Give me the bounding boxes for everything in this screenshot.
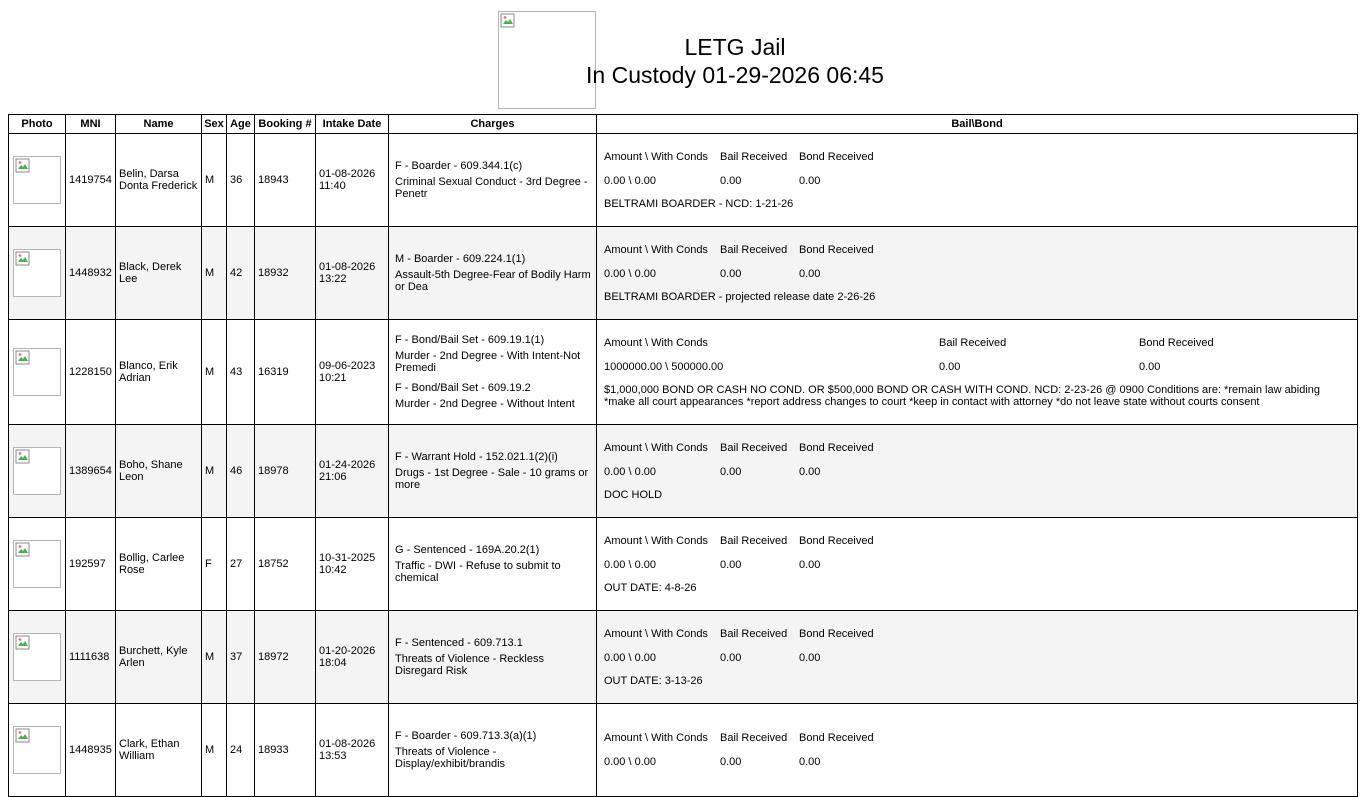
bail-received-value: 0.00: [720, 268, 742, 280]
mni-cell: 1448935: [66, 704, 116, 797]
age-cell: 42: [227, 227, 255, 320]
inmate-row: [9, 425, 1358, 518]
sex-cell: M: [202, 425, 227, 518]
photo-cell: [9, 320, 66, 425]
intake-date-cell: 01-08-2026 11:40: [316, 134, 389, 227]
charge-heading: F - Warrant Hold - 152.021.1(2)(i): [395, 451, 558, 463]
booking-cell: 18978: [255, 425, 316, 518]
bond-received-label: Bond Received: [799, 732, 874, 744]
inmate-row: [9, 134, 1358, 227]
bail-note: BELTRAMI BOARDER - projected release date 2-26-26: [604, 291, 876, 303]
amount-value: 0.00 \ 0.00: [604, 175, 656, 187]
photo-cell: [9, 611, 66, 704]
bail-bond-cell: [597, 425, 1358, 518]
intake-date-cell: 09-06-2023 10:21: [316, 320, 389, 425]
charge-heading: F - Boarder - 609.713.3(a)(1): [395, 730, 537, 742]
table-header-row: [9, 115, 1358, 134]
broken-image-icon: [15, 449, 31, 465]
charges-cell: [389, 134, 597, 227]
bond-received-label: Bond Received: [799, 628, 874, 640]
charge-description: Drugs - 1st Degree - Sale - 10 grams or more: [395, 467, 589, 491]
bail-grid: [604, 534, 1354, 572]
photo-cell: [9, 425, 66, 518]
inmate-photo[interactable]: [13, 633, 61, 681]
charge-heading: F - Bond/Bail Set - 609.19.2: [395, 382, 531, 394]
photo-cell: [9, 227, 66, 320]
bail-grid: [604, 150, 1354, 188]
bail-grid: [604, 441, 1354, 479]
charge-description: Assault-5th Degree-Fear of Bodily Harm or Dea: [395, 269, 591, 293]
charge-heading: M - Boarder - 609.224.1(1): [395, 253, 526, 265]
broken-image-icon: [15, 251, 31, 267]
intake-date-cell: 01-08-2026 13:22: [316, 227, 389, 320]
col-header-sex: Sex: [202, 115, 227, 134]
age-cell: 36: [227, 134, 255, 227]
charges-cell: [389, 227, 597, 320]
sex-cell: M: [202, 704, 227, 797]
inmate-photo[interactable]: [13, 540, 61, 588]
inmate-photo[interactable]: [13, 249, 61, 297]
booking-cell: 18972: [255, 611, 316, 704]
bond-received-value: 0.00: [799, 268, 821, 280]
charge-description: Murder - 2nd Degree - Without Intent: [395, 398, 575, 410]
charge-description: Threats of Violence - Display/exhibit/brandis: [395, 746, 506, 770]
age-cell: 37: [227, 611, 255, 704]
booking-cell: 18943: [255, 134, 316, 227]
charges-cell: [389, 611, 597, 704]
mni-cell: 1228150: [66, 320, 116, 425]
col-header-charges: Charges: [389, 115, 597, 134]
broken-image-icon: [15, 728, 31, 744]
amount-label: Amount \ With Conds: [604, 628, 708, 640]
amount-label: Amount \ With Conds: [604, 442, 708, 454]
bail-received-label: Bail Received: [939, 337, 1007, 349]
report-subtitle: In Custody 01-29-2026 06:45: [586, 62, 884, 88]
name-cell: Burchett, Kyle Arlen: [116, 611, 202, 704]
charge-heading: F - Sentenced - 609.713.1: [395, 637, 523, 649]
inmate-photo[interactable]: [13, 447, 61, 495]
inmate-roster-table: [8, 114, 1358, 797]
charge-heading: F - Boarder - 609.344.1(c): [395, 160, 523, 172]
bail-received-label: Bail Received: [720, 442, 788, 454]
charge-description: Threats of Violence - Reckless Disregard Risk: [395, 653, 544, 677]
bail-received-value: 0.00: [720, 652, 742, 664]
col-header-name: Name: [116, 115, 202, 134]
bail-grid: [604, 627, 1354, 665]
bail-note: $1,000,000 BOND OR CASH NO COND. OR $500,000 BOND OR CASH WITH COND. NCD: 2-23-26 @ 0900 Conditions are: *remain law abiding *make all court appearances *report address changes to court *keep in contact with attorney *do not leave state without courts consent: [604, 384, 1321, 408]
bail-received-value: 0.00: [939, 361, 961, 373]
charge-description: Criminal Sexual Conduct - 3rd Degree - Penetr: [395, 176, 588, 200]
photo-cell: [9, 134, 66, 227]
intake-date-cell: 10-31-2025 10:42: [316, 518, 389, 611]
bail-bond-cell: [597, 704, 1358, 797]
col-header-booking: Booking #: [255, 115, 316, 134]
bail-grid: [604, 731, 1354, 769]
amount-label: Amount \ With Conds: [604, 244, 708, 256]
report-title: LETG Jail: [684, 34, 786, 60]
intake-date-cell: 01-24-2026 21:06: [316, 425, 389, 518]
bail-note: OUT DATE: 3-13-26: [604, 675, 703, 687]
charge-heading: G - Sentenced - 169A.20.2(1): [395, 544, 540, 556]
bail-bond-cell: [597, 320, 1358, 425]
col-header-bail-bond: Bail\Bond: [597, 115, 1358, 134]
roster-body: [9, 134, 1358, 797]
col-header-mni: MNI: [66, 115, 116, 134]
booking-cell: 18752: [255, 518, 316, 611]
mni-cell: 1448932: [66, 227, 116, 320]
sex-cell: M: [202, 227, 227, 320]
col-header-age: Age: [227, 115, 255, 134]
amount-value: 0.00 \ 0.00: [604, 559, 656, 571]
bail-grid: [604, 336, 1354, 374]
bail-received-value: 0.00: [720, 175, 742, 187]
name-cell: Blanco, Erik Adrian: [116, 320, 202, 425]
booking-cell: 18932: [255, 227, 316, 320]
bail-note: OUT DATE: 4-8-26: [604, 582, 697, 594]
intake-date-cell: 01-20-2026 18:04: [316, 611, 389, 704]
bail-note: BELTRAMI BOARDER - NCD: 1-21-26: [604, 198, 794, 210]
inmate-row: [9, 518, 1358, 611]
inmate-row: [9, 704, 1358, 797]
mni-cell: 1111638: [66, 611, 116, 704]
intake-date-cell: 01-08-2026 13:53: [316, 704, 389, 797]
inmate-photo[interactable]: [13, 348, 61, 396]
name-cell: Boho, Shane Leon: [116, 425, 202, 518]
broken-image-icon: [15, 158, 31, 174]
name-cell: Belin, Darsa Donta Frederick: [116, 134, 202, 227]
inmate-photo[interactable]: [13, 156, 61, 204]
name-cell: Clark, Ethan William: [116, 704, 202, 797]
bond-received-label: Bond Received: [799, 244, 874, 256]
name-cell: Bollig, Carlee Rose: [116, 518, 202, 611]
broken-image-icon: [15, 635, 31, 651]
inmate-photo[interactable]: [13, 726, 61, 774]
bail-grid: [604, 243, 1354, 281]
charges-cell: [389, 518, 597, 611]
amount-label: Amount \ With Conds: [604, 337, 708, 349]
bail-received-value: 0.00: [720, 466, 742, 478]
amount-value: 0.00 \ 0.00: [604, 268, 656, 280]
bond-received-value: 0.00: [799, 559, 821, 571]
mni-cell: 192597: [66, 518, 116, 611]
amount-value: 0.00 \ 0.00: [604, 652, 656, 664]
bail-bond-cell: [597, 518, 1358, 611]
bail-received-value: 0.00: [720, 559, 742, 571]
booking-cell: 16319: [255, 320, 316, 425]
booking-cell: 18933: [255, 704, 316, 797]
bail-received-label: Bail Received: [720, 244, 788, 256]
name-cell: Black, Derek Lee: [116, 227, 202, 320]
charge-description: Murder - 2nd Degree - With Intent-Not Premedi: [395, 350, 581, 374]
charges-cell: [389, 704, 597, 797]
bail-bond-cell: [597, 227, 1358, 320]
sex-cell: F: [202, 518, 227, 611]
broken-image-icon: [15, 542, 31, 558]
bail-bond-cell: [597, 611, 1358, 704]
bond-received-value: 0.00: [799, 756, 821, 768]
col-header-photo: Photo: [9, 115, 66, 134]
mni-cell: 1389654: [66, 425, 116, 518]
bond-received-value: 0.00: [799, 175, 821, 187]
inmate-row: [9, 320, 1358, 425]
amount-value: 0.00 \ 0.00: [604, 466, 656, 478]
photo-cell: [9, 704, 66, 797]
amount-value: 0.00 \ 0.00: [604, 756, 656, 768]
broken-image-icon: [500, 13, 516, 29]
age-cell: 24: [227, 704, 255, 797]
report-header: [580, 33, 890, 89]
bond-received-label: Bond Received: [799, 151, 874, 163]
sex-cell: M: [202, 320, 227, 425]
age-cell: 46: [227, 425, 255, 518]
sex-cell: M: [202, 134, 227, 227]
charge-description: Traffic - DWI - Refuse to submit to chemical: [395, 560, 561, 584]
inmate-row: [9, 611, 1358, 704]
photo-cell: [9, 518, 66, 611]
inmate-row: [9, 227, 1358, 320]
amount-value: 1000000.00 \ 500000.00: [604, 361, 724, 373]
charges-cell: [389, 320, 597, 425]
bail-bond-cell: [597, 134, 1358, 227]
bond-received-value: 0.00: [799, 466, 821, 478]
amount-label: Amount \ With Conds: [604, 535, 708, 547]
age-cell: 27: [227, 518, 255, 611]
bail-received-label: Bail Received: [720, 535, 788, 547]
bond-received-label: Bond Received: [799, 442, 874, 454]
col-header-intake-date: Intake Date: [316, 115, 389, 134]
bail-note: DOC HOLD: [604, 489, 663, 501]
charges-cell: [389, 425, 597, 518]
bond-received-label: Bond Received: [1139, 337, 1214, 349]
age-cell: 43: [227, 320, 255, 425]
bond-received-value: 0.00: [1139, 361, 1161, 373]
mni-cell: 1419754: [66, 134, 116, 227]
bond-received-label: Bond Received: [799, 535, 874, 547]
bond-received-value: 0.00: [799, 652, 821, 664]
bail-received-label: Bail Received: [720, 732, 788, 744]
bail-received-label: Bail Received: [720, 628, 788, 640]
bail-received-value: 0.00: [720, 756, 742, 768]
amount-label: Amount \ With Conds: [604, 732, 708, 744]
bail-received-label: Bail Received: [720, 151, 788, 163]
amount-label: Amount \ With Conds: [604, 151, 708, 163]
charge-heading: F - Bond/Bail Set - 609.19.1(1): [395, 334, 545, 346]
broken-image-icon: [15, 350, 31, 366]
sex-cell: M: [202, 611, 227, 704]
